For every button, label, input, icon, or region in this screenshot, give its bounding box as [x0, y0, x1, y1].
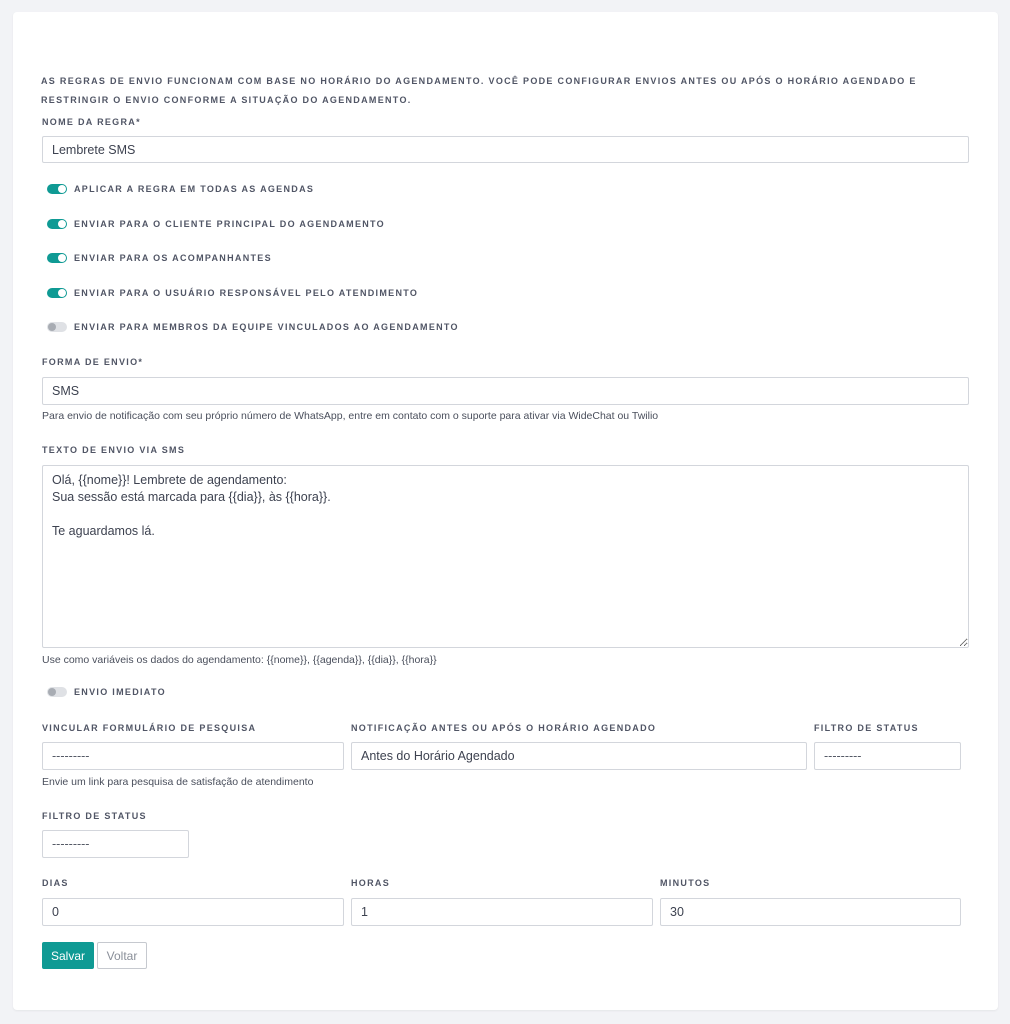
toggle-switch[interactable] [47, 687, 67, 697]
send-method-label: FORMA DE ENVIO* [42, 357, 144, 367]
toggle-switch[interactable] [47, 253, 67, 263]
survey-label: VINCULAR FORMULÁRIO DE PESQUISA [42, 723, 257, 733]
status-filter-value: --------- [824, 749, 862, 763]
hours-input[interactable] [351, 898, 653, 926]
send-method-help: Para envio de notificação com seu próprio número de WhatsApp, entre em contato com o suporte para ativar via WideChat ou Twilio [42, 410, 659, 422]
toggle-label: ENVIAR PARA O USUÁRIO RESPONSÁVEL PELO ATENDIMENTO [74, 288, 419, 298]
toggle-switch[interactable] [47, 219, 67, 229]
status-filter-select[interactable] [814, 742, 961, 770]
toggle-switch[interactable] [47, 288, 67, 298]
rule-name-input[interactable] [42, 136, 969, 163]
sms-text-textarea[interactable] [42, 465, 969, 648]
toggle-main-client[interactable] [47, 219, 385, 229]
back-button[interactable]: Voltar [97, 942, 147, 969]
notification-timing-label: NOTIFICAÇÃO ANTES OU APÓS O HORÁRIO AGENDADO [351, 723, 657, 733]
save-button[interactable]: Salvar [42, 942, 94, 969]
intro-text: AS REGRAS DE ENVIO FUNCIONAM COM BASE NO HORÁRIO DO AGENDAMENTO. VOCÊ PODE CONFIGURAR ENVIOS ANTES OU APÓS O HORÁRIO AGENDADO E RESTRINGIR O ENVIO CONFORME A SITUAÇÃO DO AGENDAMENTO. [41, 76, 917, 105]
status-filter-2-value: --------- [52, 837, 90, 851]
toggle-all-calendars[interactable] [47, 184, 314, 194]
minutes-input[interactable] [660, 898, 961, 926]
toggle-switch[interactable] [47, 322, 67, 332]
rule-name-label: NOME DA REGRA* [42, 117, 141, 127]
toggle-label: ENVIAR PARA MEMBROS DA EQUIPE VINCULADOS AO AGENDAMENTO [74, 322, 459, 332]
toggle-label: ENVIAR PARA OS ACOMPANHANTES [74, 253, 272, 263]
toggle-companions[interactable] [47, 253, 272, 263]
toggle-team-members[interactable] [47, 322, 459, 332]
rule-name-value: Lembrete SMS [52, 142, 136, 157]
notification-timing-select[interactable] [351, 742, 807, 770]
send-method-select[interactable] [42, 377, 969, 405]
status-filter-label: FILTRO DE STATUS [814, 723, 919, 733]
survey-select[interactable] [42, 742, 344, 770]
toggle-label: ENVIO IMEDIATO [74, 687, 166, 697]
toggle-responsible-user[interactable] [47, 288, 418, 298]
status-filter-2-label: FILTRO DE STATUS [42, 811, 147, 821]
status-filter-2-select[interactable] [42, 830, 189, 858]
minutes-label: MINUTOS [660, 878, 711, 888]
toggle-label: APLICAR A REGRA EM TODAS AS AGENDAS [74, 184, 315, 194]
toggle-switch[interactable] [47, 184, 67, 194]
days-label: DIAS [42, 878, 69, 888]
survey-value: --------- [52, 749, 90, 763]
days-value: 0 [52, 905, 59, 919]
minutes-value: 30 [670, 905, 684, 919]
hours-value: 1 [361, 905, 368, 919]
sms-text-label: TEXTO DE ENVIO VIA SMS [42, 445, 186, 455]
toggle-label: ENVIAR PARA O CLIENTE PRINCIPAL DO AGENDAMENTO [74, 219, 385, 229]
survey-help: Envie um link para pesquisa de satisfação de atendimento [42, 776, 314, 788]
rule-form-card [13, 12, 998, 1010]
notification-timing-value: Antes do Horário Agendado [361, 749, 515, 763]
toggle-immediate[interactable] [47, 687, 166, 697]
send-method-value: SMS [52, 384, 80, 398]
hours-label: HORAS [351, 878, 391, 888]
sms-text-help: Use como variáveis os dados do agendamento: {{nome}}, {{agenda}}, {{dia}}, {{hora}} [42, 654, 437, 666]
days-input[interactable] [42, 898, 344, 926]
